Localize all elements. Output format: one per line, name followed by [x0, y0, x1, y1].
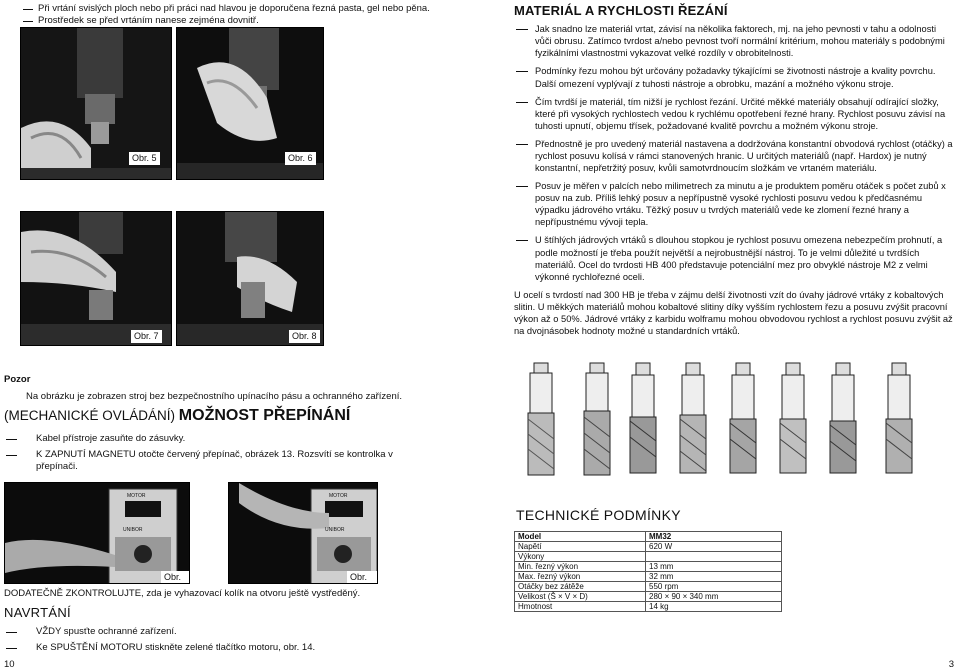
navrat-title: NAVRTÁNÍ	[4, 605, 71, 620]
obr6-label: Obr. 6	[285, 152, 316, 165]
material-section	[514, 3, 954, 337]
table-row	[515, 602, 782, 612]
drill-bits-illustration	[514, 359, 954, 481]
photo-obr13	[4, 482, 190, 584]
page-number-left: 10	[4, 659, 15, 670]
top-left-bullets	[20, 3, 480, 27]
drill-photo-7	[21, 212, 172, 346]
photo-obr7	[20, 211, 172, 346]
material-para-5: Posuv je měřen v palcích nebo milimetrech za minutu a je produktem poměru otáček s počet zubů x posuv na zub. Příliš lehký posuv a nepřípustně vysoké rychlosti posuvu vedou k předčasnému výpadku jádrového vrtáku. Těžký posuv u tvrdých materiálů vede ke zlomení řezné hrany a nepřípustnému vývoji tepla.	[514, 180, 954, 228]
table-cell: Výkony	[515, 552, 646, 562]
table-row	[515, 562, 782, 572]
table-cell: MM32	[646, 532, 782, 542]
photo-obr8	[176, 211, 324, 346]
navrat-list	[4, 626, 424, 658]
table-cell	[646, 552, 782, 562]
drill-bit-diagrams	[514, 359, 954, 481]
table-cell: 620 W	[646, 542, 782, 552]
table-cell: 13 mm	[646, 562, 782, 572]
material-para-1: Jak snadno lze materiál vrtat, závisí na několika faktorech, mj. na jeho pevnosti v tahu a odolnosti vůči obrusu. Zatímco tvrdost a/nebo pevnost tvoří normální kritérium, mohou materiály s podobnými fyzikálními vlastnostmi vykazovat velké rozdíly v obrobitelnosti.	[514, 23, 954, 59]
check-text: DODATEČNĚ ZKONTROLUJTE, zda je vyhazovací kolík na otvoru ještě vystředěný.	[4, 588, 361, 599]
table-cell: 550 rpm	[646, 582, 782, 592]
motor-label-14: MOTOR	[329, 493, 348, 499]
bullet-1: Při vrtání svislých ploch nebo při práci nad hlavou je doporučena řezná pasta, gel nebo pěna.	[20, 3, 480, 15]
table-row	[515, 592, 782, 602]
material-para-4: Přednostně je pro uvedený materiál nastavena a dodržována konstantní obvodová rychlost (otáčky) a rychlost posuvu kolísá v rámci stanovených hranic. U určitých materiálů (např. Hardox) je nutný konstantní, nepřetržitý posuv, kvůli samotvrdnoucím složkám ve vrtaném materiálu.	[514, 138, 954, 174]
control-panel-photo-14	[229, 483, 378, 584]
material-title: MATERIÁL A RYCHLOSTI ŘEZÁNÍ	[514, 3, 728, 18]
photo-obr6	[176, 27, 324, 180]
mech-title-main: MOŽNOST PŘEPÍNÁNÍ	[178, 407, 351, 424]
mech-title-prefix: (MECHANICKÉ OVLÁDÁNÍ)	[4, 408, 176, 423]
table-cell: Max. řezný výkon	[515, 572, 646, 582]
table-cell: 280 × 90 × 340 mm	[646, 592, 782, 602]
table-cell: Min. řezný výkon	[515, 562, 646, 572]
photo-obr14	[228, 482, 378, 584]
table-row	[515, 552, 782, 562]
obr14-label: Obr.	[347, 571, 377, 584]
material-para-2: Podmínky řezu mohou být určovány požadavky týkajícími se životnosti nástroje a kvality povrchu. Další omezení vyplývají z tuhosti nástroje a obrobku, mazání a možného výkonu stroje.	[514, 65, 954, 89]
mech-item-1: Kabel přístroje zasuňte do zásuvky.	[4, 433, 404, 445]
table-row	[515, 542, 782, 552]
control-panel-photo-13	[5, 483, 190, 584]
table-cell: 32 mm	[646, 572, 782, 582]
table-cell: Hmotnost	[515, 602, 646, 612]
table-row	[515, 572, 782, 582]
table-row	[515, 582, 782, 592]
material-para-3: Čím tvrdší je materiál, tím nižší je rychlost řezání. Určité měkké materiály obsahují odírající složky, které při vysokých rychlostech vedou k rychlému opotřebení řezné hrany. Rychlost posuvu závisí na tuhosti upnutí, objemu třísek, požadované kvalitě povrchu a možném výkonu stroje.	[514, 96, 954, 132]
obr7-label: Obr. 7	[131, 330, 162, 343]
nav-item-2: Ke SPUŠTĚNÍ MOTORU stiskněte zelené tlačítko motoru, obr. 14.	[4, 642, 424, 654]
tech-table	[514, 531, 782, 612]
table-cell: Otáčky bez zátěže	[515, 582, 646, 592]
mech-list	[4, 433, 404, 477]
brand-label-13: UNIBOR	[123, 527, 143, 533]
drill-photo-8	[177, 212, 324, 346]
photo-obr5	[20, 27, 172, 180]
material-final-para: U ocelí s tvrdostí nad 300 HB je třeba v zájmu delší životnosti vzít do úvahy jádrové vrtáky z kobaltových slitin. U měkkých materiálů mohou kobaltové slitiny díky vyšším rychlostem řezu a posuvu zvýšit pracovní výkon až o 50%. Jádrové vrtáky z karbidu wolframu mohou obvodovou rychlost a rychlost posuvu zvýšit až na dvojnásobek hodnoty možné u standardních vrtáků.	[514, 289, 953, 336]
obr8-label: Obr. 8	[289, 330, 320, 343]
table-cell: Model	[515, 532, 646, 542]
table-cell: Napětí	[515, 542, 646, 552]
tech-title: TECHNICKÉ PODMÍNKY	[516, 507, 681, 523]
table-cell: Velikost (Š × V × D)	[515, 592, 646, 602]
obr5-label: Obr. 5	[129, 152, 160, 165]
pozor-text: Na obrázku je zobrazen stroj bez bezpečnostního upínacího pásu a ochranného zařízení.	[26, 391, 403, 402]
brand-label-14: UNIBOR	[325, 527, 345, 533]
obr13-label: Obr.	[161, 571, 189, 584]
mech-title	[4, 406, 350, 426]
table-cell: 14 kg	[646, 602, 782, 612]
motor-label-13: MOTOR	[127, 493, 146, 499]
material-para-6: U štíhlých jádrových vrtáků s dlouhou stopkou je rychlost posuvu omezena nebezpečím prohnutí, a podle možností je třeba použít největší a nejrobustnější nástroj. To je velmi důležité u tvrdších materiálů. Ocel do tvrdosti HB 400 představuje potenciální mez pro obvyklé nástroje M2 z velmi výkonné rychlořezné oceli.	[514, 234, 954, 282]
table-row	[515, 532, 782, 542]
nav-item-1: VŽDY spusťte ochranné zařízení.	[4, 626, 424, 638]
pozor-title: Pozor	[4, 374, 31, 385]
page-number-right: 3	[948, 659, 954, 670]
bullet-2: Prostředek se před vrtáním nanese zejména dovnitř.	[20, 15, 480, 27]
mech-item-2: K ZAPNUTÍ MAGNETU otočte červený přepínač, obrázek 13. Rozsvítí se kontrolka v přepínači.	[4, 449, 404, 473]
